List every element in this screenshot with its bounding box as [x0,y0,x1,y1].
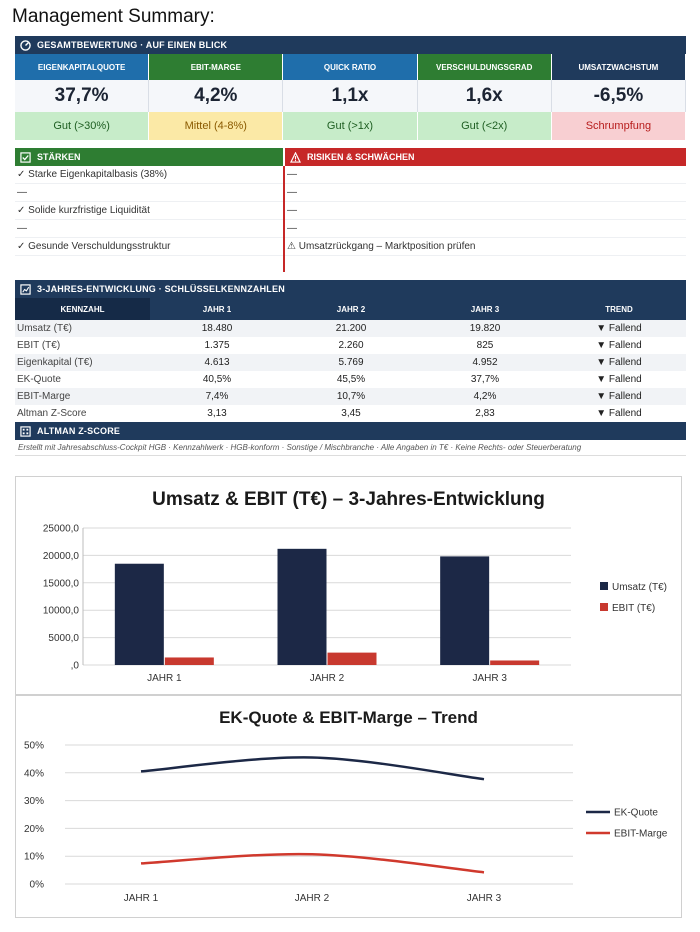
gauge-icon [19,39,31,51]
bar-ebit [328,653,377,665]
strengths-header [15,148,283,166]
risks-header [285,148,686,166]
y-tick-label: 5000,0 [48,633,79,645]
table-row [15,354,686,371]
strength-item: ✓ Gesunde Verschuldungsstruktur [15,238,283,256]
kpi-status-badge: Mittel (4-8%) [149,112,283,140]
series-line-ek-quote [141,757,484,779]
bar-ebit [490,660,539,665]
y-tick-label: 20000,0 [42,550,79,562]
chart-title: EK-Quote & EBIT-Marge – Trend [219,708,478,727]
table-cell: ▼ Fallend [596,408,642,419]
kpi-label: EIGENKAPITALQUOTE [15,54,149,80]
kpi-label: VERSCHULDUNGSGRAD [418,54,552,80]
table-cell: 5.769 [338,357,364,368]
risk-item: — [285,184,686,202]
table-cell: ▼ Fallend [596,391,642,402]
kpi-value: -6,5% [552,80,686,112]
kpi-value-row [15,80,686,112]
risk-item: — [285,220,686,238]
kpi-label: UMSATZWACHSTUM [552,54,686,80]
table-row [15,337,686,354]
table-cell: ▼ Fallend [596,340,642,351]
equity-margin-chart [15,695,682,918]
table-cell: 40,5% [202,374,232,385]
y-tick-label: 10% [23,851,44,863]
x-tick-label: JAHR 1 [123,893,159,904]
kpi-status-badge: Gut (>1x) [283,112,417,140]
legend-label: Umsatz (T€) [612,582,667,593]
bar-chart-canvas [16,477,683,696]
table-cell: EBIT-Marge [17,391,71,402]
table-cell: 21.200 [335,323,367,334]
column-header: JAHR 2 [336,304,366,314]
strength-item: ✓ Solide kurzfristige Liquidität [15,202,283,220]
kpi-value: 1,6x [418,80,552,112]
column-header: JAHR 3 [470,304,500,314]
altman-title: ALTMAN Z-SCORE [37,426,121,436]
table-row [15,371,686,388]
risks-title: RISIKEN & SCHWÄCHEN [307,152,415,162]
risk-item: ⚠ Umsatzrückgang – Marktposition prüfen [285,238,686,256]
legend-label: EBIT (T€) [612,603,656,614]
column-header: JAHR 1 [202,304,232,314]
strengths-title: STÄRKEN [37,152,81,162]
y-tick-label: 40% [23,768,44,780]
x-tick-label: JAHR 3 [472,673,507,684]
table-cell: EK-Quote [17,374,61,385]
kpi-status-badge: Schrumpfung [552,112,686,140]
table-cell: 4,2% [473,391,497,402]
table-cell: 3,45 [341,408,361,419]
line-chart-canvas [16,696,683,919]
x-tick-label: JAHR 3 [466,893,502,904]
legend-swatch [600,603,608,611]
altman-header [15,422,686,440]
strengths-column [15,148,283,256]
table-cell: Umsatz (T€) [17,323,72,334]
table-cell: ▼ Fallend [596,357,642,368]
revenue-ebit-chart [15,476,682,695]
column-header: TREND [605,304,633,314]
table-cell: 825 [476,340,494,351]
bar-ebit [165,657,214,665]
kpi-value: 37,7% [15,80,149,112]
kpi-header-row [15,54,686,80]
kpi-value: 1,1x [283,80,417,112]
strength-item: — [15,184,283,202]
checkbox-icon [19,151,31,163]
x-tick-label: JAHR 2 [294,893,330,904]
bar-umsatz [278,549,327,665]
table-cell: 18.480 [201,323,233,334]
kpi-status-row [15,112,686,140]
calculator-icon [19,425,31,437]
table-cell: 2,83 [475,408,495,419]
kpi-status-badge: Gut (<2x) [418,112,552,140]
y-tick-label: ,0 [70,660,79,672]
risk-item: — [285,202,686,220]
strengths-risks-section [15,148,686,272]
overview-title: GESAMTBEWERTUNG · AUF EINEN BLICK [37,40,228,50]
table-cell: 19.820 [469,323,501,334]
risk-item: — [285,166,686,184]
y-tick-label: 50% [23,740,44,752]
development-title: 3-JAHRES-ENTWICKLUNG · SCHLÜSSELKENNZAHLEN [37,284,285,294]
table-body [15,320,686,422]
table-cell: 1.375 [204,340,230,351]
table-cell: EBIT (T€) [17,340,61,351]
kpi-value: 4,2% [149,80,283,112]
y-tick-label: 25000,0 [42,523,79,535]
page-title: Management Summary: [12,6,215,27]
table-cell: 45,5% [336,374,366,385]
column-header: KENNZAHL [15,298,150,320]
overview-header [15,36,686,54]
x-tick-label: JAHR 1 [147,673,182,684]
footer-note: Erstellt mit Jahresabschluss-Cockpit HGB · Kennzahlwerk · HGB-konform · Sonstige / Mischbranche · Alle Angaben in T€ · Keine Rechts- oder Steuerberatung [15,440,686,456]
bar-umsatz [115,564,164,665]
warning-icon [289,151,301,163]
chart-title: Umsatz & EBIT (T€) – 3-Jahres-Entwicklung [152,489,545,510]
table-cell: 3,13 [207,408,227,419]
kpi-label: EBIT-MARGE [149,54,283,80]
table-cell: 4.952 [472,357,498,368]
table-cell: ▼ Fallend [596,323,642,334]
table-cell: 2.260 [338,340,364,351]
bar-umsatz [440,556,489,665]
legend-label: EBIT-Marge [614,828,668,840]
y-tick-label: 20% [23,823,44,835]
strength-item: — [15,220,283,238]
table-cell: 4.613 [204,357,230,368]
table-row [15,405,686,422]
table-cell: 37,7% [470,374,500,385]
table-cell: ▼ Fallend [596,374,642,385]
table-row [15,388,686,405]
kpi-label: QUICK RATIO [283,54,417,80]
summary-sheet [15,36,686,456]
y-tick-label: 30% [23,796,44,808]
table-cell: 10,7% [336,391,366,402]
series-line-ebit-marge [141,854,484,872]
legend-swatch [600,582,608,590]
development-table [15,298,686,422]
x-tick-label: JAHR 2 [309,673,345,684]
y-tick-label: 10000,0 [42,605,79,617]
risks-column [285,148,686,256]
y-tick-label: 0% [29,879,44,891]
y-tick-label: 15000,0 [42,578,79,590]
table-cell: Altman Z-Score [17,408,87,419]
legend-label: EK-Quote [614,807,658,819]
strength-item: ✓ Starke Eigenkapitalbasis (38%) [15,166,283,184]
development-header [15,280,686,298]
chart-icon [19,283,31,295]
table-cell: Eigenkapital (T€) [17,357,93,368]
table-cell: 7,4% [205,391,229,402]
table-row [15,320,686,337]
kpi-status-badge: Gut (>30%) [15,112,149,140]
table-header-row [15,298,686,320]
